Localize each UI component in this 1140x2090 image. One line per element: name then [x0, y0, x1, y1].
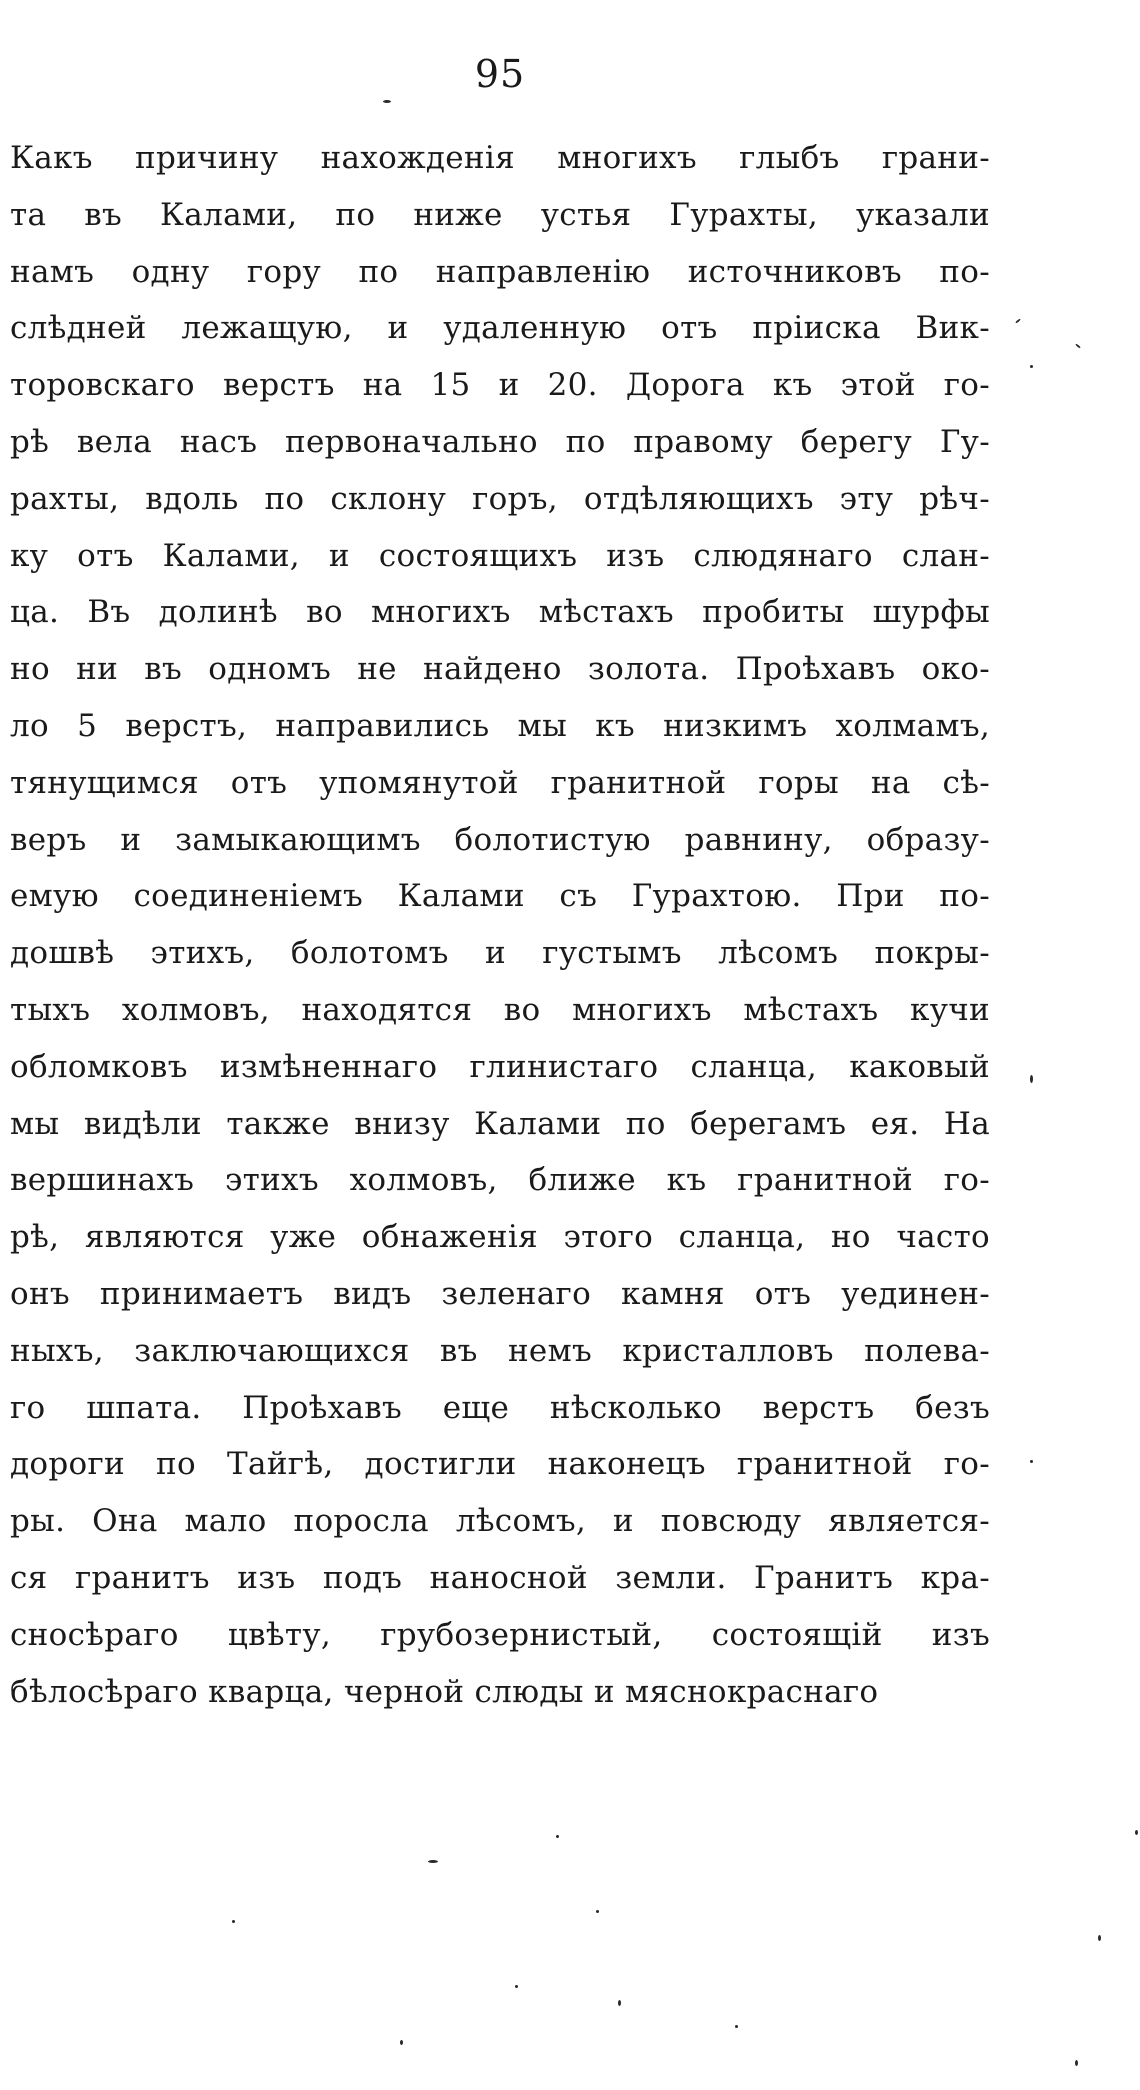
page-number: 95	[474, 52, 526, 96]
scan-speck	[1075, 2060, 1078, 2066]
text-line: ца. Въ долинѣ во многихъ мѣстахъ пробиты шурфы	[10, 594, 990, 631]
text-line: ло 5 верстъ, направились мы къ низкимъ холмамъ,	[10, 707, 990, 744]
text-line: та въ Калами, по ниже устья Гурахты, указали	[10, 196, 990, 233]
text-line: рѣ, являются уже обнаженія этого сланца, но часто	[10, 1219, 990, 1256]
scan-speck	[1075, 343, 1081, 348]
scan-speck	[1030, 1460, 1033, 1463]
text-line: слѣдней лежащую, и удаленную отъ пріиска Вик-	[10, 310, 990, 347]
text-line: вершинахъ этихъ холмовъ, ближе къ гранитной го-	[10, 1162, 990, 1199]
text-line: мы видѣли также внизу Калами по берегамъ ея. На	[10, 1105, 990, 1142]
text-line: бѣлосѣраго кварца, черной слюды и мяснокраснаго	[10, 1673, 879, 1710]
scan-speck	[1098, 1935, 1101, 1941]
scan-speck	[232, 1920, 235, 1923]
text-line: торовскаго верстъ на 15 и 20. Дорога къ этой го-	[10, 367, 990, 404]
text-line: рахты, вдоль по склону горъ, отдѣляющихъ эту рѣч-	[10, 480, 990, 517]
text-line: ры. Она мало поросла лѣсомъ, и повсюду является-	[10, 1503, 990, 1540]
scan-speck	[1030, 1075, 1033, 1083]
text-line: тянущимся отъ упомянутой гранитной горы на сѣ-	[10, 764, 990, 801]
text-line: но ни въ одномъ не найдено золота. Проѣхавъ око-	[10, 651, 990, 688]
scan-speck	[428, 1860, 438, 1863]
scan-speck	[735, 2025, 738, 2028]
text-line: сносѣраго цвѣту, грубозернистый, состоящій изъ	[10, 1616, 990, 1653]
text-line: Какъ причину нахожденія многихъ глыбъ грани-	[10, 140, 990, 176]
text-line: дошвѣ этихъ, болотомъ и густымъ лѣсомъ покры-	[10, 935, 990, 972]
scan-speck	[556, 1835, 559, 1838]
text-line: обломковъ измѣненнаго глинистаго сланца, каковый	[10, 1048, 990, 1085]
text-line: го шпата. Проѣхавъ еще нѣсколько верстъ безъ	[10, 1389, 990, 1426]
text-line: дороги по Тайгѣ, достигли наконецъ гранитной го-	[10, 1446, 990, 1483]
scan-speck	[515, 1985, 518, 1988]
text-line: онъ принимаетъ видъ зеленаго камня отъ уединен-	[10, 1275, 990, 1312]
text-line: тыхъ холмовъ, находятся во многихъ мѣстахъ кучи	[10, 991, 990, 1028]
text-line: рѣ вела насъ первоначально по правому берегу Гу-	[10, 423, 990, 460]
text-line: веръ и замыкающимъ болотистую равнину, образу-	[10, 821, 990, 858]
scan-speck	[596, 1910, 599, 1913]
text-line: ныхъ, заключающихся въ немъ кристалловъ полева-	[10, 1332, 990, 1369]
scan-speck	[618, 2000, 621, 2006]
text-line: емую соединеніемъ Калами съ Гурахтою. При по-	[10, 878, 990, 915]
body-text	[10, 130, 990, 1720]
scan-speck	[1030, 365, 1033, 368]
text-line: ку отъ Калами, и состоящихъ изъ слюдянаго слан-	[10, 537, 990, 574]
text-line: ся гранитъ изъ подъ наносной земли. Гранитъ кра-	[10, 1559, 990, 1596]
scan-speck	[383, 100, 391, 103]
text-line: намъ одну гору по направленію источниковъ по-	[10, 253, 990, 290]
scan-speck	[400, 2040, 403, 2045]
scan-speck	[1135, 1830, 1138, 1835]
scan-speck	[1015, 318, 1021, 323]
